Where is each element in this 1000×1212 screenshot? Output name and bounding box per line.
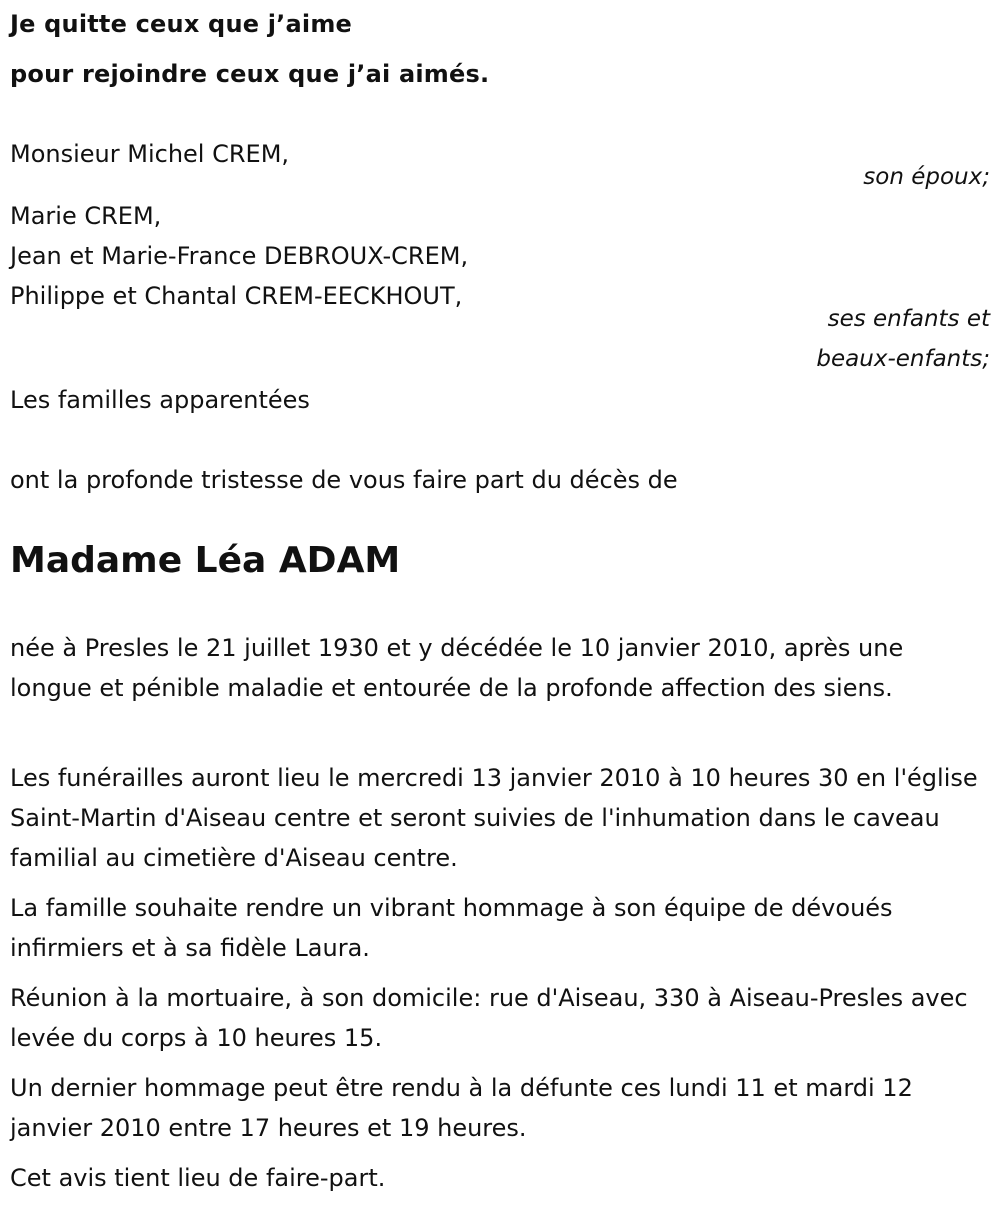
quote-line-1: Je quitte ceux que j’aime — [10, 10, 353, 38]
relatives: Les familles apparentées — [10, 386, 310, 414]
children-role-line-2: beaux-enfants; — [816, 346, 990, 372]
spouse-role: son époux; — [863, 164, 990, 190]
child-name: Jean et Marie-France DEBROUX-CREM, — [10, 242, 469, 270]
deceased-name: Madame Léa ADAM — [10, 540, 401, 581]
tribute-paragraph: La famille souhaite rendre un vibrant hommage à son équipe de dévoués infirmiers et à sa fidèle Laura. — [10, 894, 893, 962]
children-role-line-1: ses enfants et — [827, 306, 990, 332]
child-name: Marie CREM, — [10, 202, 162, 230]
child-name: Philippe et Chantal CREM-EECKHOUT, — [10, 282, 463, 310]
spouse-name: Monsieur Michel CREM, — [10, 140, 290, 168]
visitation-paragraph: Un dernier hommage peut être rendu à la défunte ces lundi 11 et mardi 12 janvier 2010 entre 17 heures et 19 heures. — [10, 1074, 913, 1142]
closing-paragraph: Cet avis tient lieu de faire-part. — [10, 1164, 386, 1192]
mortuary-paragraph: Réunion à la mortuaire, à son domicile: rue d'Aiseau, 330 à Aiseau-Presles avec levée du corps à 10 heures 15. — [10, 984, 968, 1052]
quote-line-2: pour rejoindre ceux que j’ai aimés. — [10, 60, 490, 88]
funeral-paragraph: Les funérailles auront lieu le mercredi 13 janvier 2010 à 10 heures 30 en l'église Saint-Martin d'Aiseau centre et seront suivies de l'inhumation dans le caveau familial au cimetière d'Aiseau centre. — [10, 764, 978, 872]
announcement: ont la profonde tristesse de vous faire part du décès de — [10, 466, 678, 494]
birth-death-paragraph: née à Presles le 21 juillet 1930 et y décédée le 10 janvier 2010, après une longue et pénible maladie et entourée de la profonde affection des siens. — [10, 634, 904, 702]
